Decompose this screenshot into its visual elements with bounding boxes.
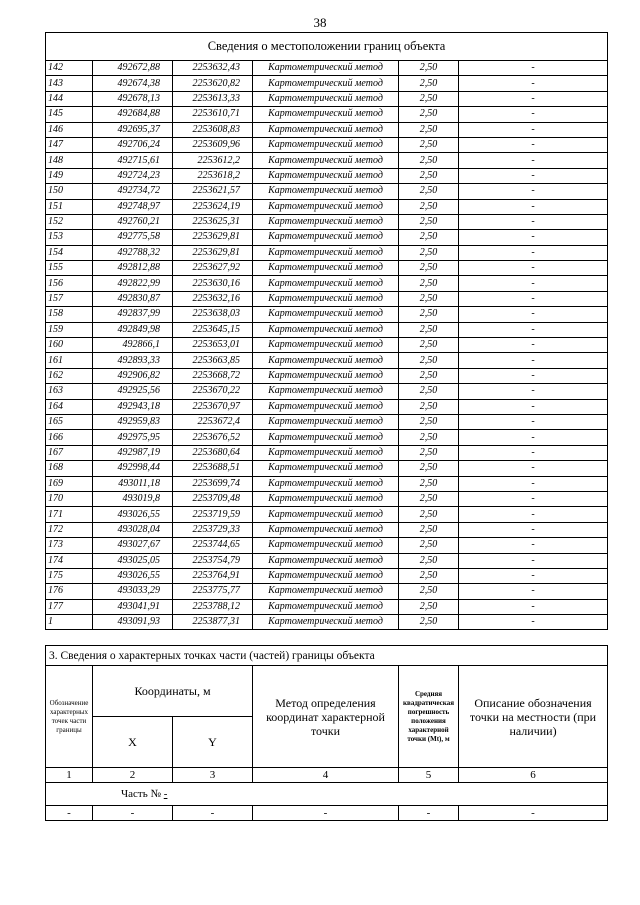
mean-error-cell: 2,50: [399, 61, 459, 76]
description-cell: -: [459, 107, 608, 122]
column-number: 1: [46, 768, 93, 783]
coord-x: 493033,29: [93, 584, 173, 599]
point-number: 163: [46, 384, 93, 399]
method-cell: Картометрический метод: [253, 445, 399, 460]
coord-y: 2253610,71: [173, 107, 253, 122]
coord-y: 2253645,15: [173, 322, 253, 337]
point-number: 142: [46, 61, 93, 76]
coord-x: 492724,23: [93, 168, 173, 183]
coord-y: 2253676,52: [173, 430, 253, 445]
method-cell: Картометрический метод: [253, 368, 399, 383]
description-cell: -: [459, 76, 608, 91]
coord-x: 492849,98: [93, 322, 173, 337]
description-cell: -: [459, 445, 608, 460]
description-cell: -: [459, 91, 608, 106]
description-cell: -: [459, 522, 608, 537]
table-row: [46, 61, 608, 76]
method-cell: Картометрический метод: [253, 476, 399, 491]
table-row: [46, 522, 608, 537]
empty-cell: -: [93, 806, 173, 821]
coord-y: 2253632,43: [173, 61, 253, 76]
point-number: 167: [46, 445, 93, 460]
coord-x: 492837,99: [93, 307, 173, 322]
table-row: [46, 153, 608, 168]
coord-x: 492998,44: [93, 461, 173, 476]
coord-y: 2253620,82: [173, 76, 253, 91]
coord-y: 2253613,33: [173, 91, 253, 106]
table-row: [46, 184, 608, 199]
mean-error-cell: 2,50: [399, 199, 459, 214]
column-number: 3: [173, 768, 253, 783]
mean-error-cell: 2,50: [399, 507, 459, 522]
table-row: [46, 584, 608, 599]
description-cell: -: [459, 291, 608, 306]
method-cell: Картометрический метод: [253, 107, 399, 122]
point-number: 146: [46, 122, 93, 137]
method-cell: Картометрический метод: [253, 307, 399, 322]
method-cell: Картометрический метод: [253, 414, 399, 429]
mean-error-cell: 2,50: [399, 476, 459, 491]
description-cell: -: [459, 168, 608, 183]
point-number: 177: [46, 599, 93, 614]
description-cell: -: [459, 430, 608, 445]
coord-y: 2253688,51: [173, 461, 253, 476]
table-row: [46, 76, 608, 91]
point-number: 149: [46, 168, 93, 183]
mean-error-cell: 2,50: [399, 107, 459, 122]
mean-error-cell: 2,50: [399, 522, 459, 537]
description-cell: -: [459, 568, 608, 583]
table-row: [46, 353, 608, 368]
mean-error-cell: 2,50: [399, 553, 459, 568]
coord-x: 493025,05: [93, 553, 173, 568]
table-row: [46, 507, 608, 522]
description-cell: -: [459, 261, 608, 276]
coord-y: 2253670,22: [173, 384, 253, 399]
coord-x: 492959,83: [93, 414, 173, 429]
table-row: [46, 107, 608, 122]
description-cell: -: [459, 384, 608, 399]
part-number-value: -: [163, 788, 168, 800]
coord-x: 493028,04: [93, 522, 173, 537]
point-number: 166: [46, 430, 93, 445]
coord-x: 493011,18: [93, 476, 173, 491]
mean-error-cell: 2,50: [399, 91, 459, 106]
column-number: 2: [93, 768, 173, 783]
part-number-row: [46, 783, 608, 806]
point-number: 156: [46, 276, 93, 291]
coord-x: 493026,55: [93, 568, 173, 583]
table-row: [46, 168, 608, 183]
mean-error-cell: 2,50: [399, 538, 459, 553]
header-point-designation: Обозначение характерных точек части границы: [46, 666, 93, 768]
description-cell: -: [459, 153, 608, 168]
coord-x: 493091,93: [93, 615, 173, 630]
coord-x: 493041,91: [93, 599, 173, 614]
description-cell: -: [459, 399, 608, 414]
coord-y: 2253744,65: [173, 538, 253, 553]
table-row: [46, 399, 608, 414]
coord-y: 2253877,31: [173, 615, 253, 630]
coord-y: 2253672,4: [173, 414, 253, 429]
table-row: [46, 414, 608, 429]
method-cell: Картометрический метод: [253, 137, 399, 152]
point-number: 144: [46, 91, 93, 106]
header-x: X: [93, 717, 173, 768]
description-cell: -: [459, 276, 608, 291]
table-row: [46, 384, 608, 399]
column-number: 5: [399, 768, 459, 783]
mean-error-cell: 2,50: [399, 214, 459, 229]
mean-error-cell: 2,50: [399, 122, 459, 137]
table-row: [46, 91, 608, 106]
mean-error-cell: 2,50: [399, 261, 459, 276]
mean-error-cell: 2,50: [399, 384, 459, 399]
point-number: 162: [46, 368, 93, 383]
header-coordinates: Координаты, м: [93, 666, 253, 717]
table-row: [46, 245, 608, 260]
table-row: [46, 461, 608, 476]
description-cell: -: [459, 584, 608, 599]
mean-error-cell: 2,50: [399, 338, 459, 353]
method-cell: Картометрический метод: [253, 61, 399, 76]
mean-error-cell: 2,50: [399, 153, 459, 168]
mean-error-cell: 2,50: [399, 322, 459, 337]
empty-cell: -: [459, 806, 608, 821]
point-number: 150: [46, 184, 93, 199]
coord-y: 2253618,2: [173, 168, 253, 183]
coord-x: 492760,21: [93, 214, 173, 229]
table-row: [46, 199, 608, 214]
method-cell: Картометрический метод: [253, 338, 399, 353]
mean-error-cell: 2,50: [399, 461, 459, 476]
description-cell: -: [459, 184, 608, 199]
table-row: [46, 322, 608, 337]
method-cell: Картометрический метод: [253, 430, 399, 445]
table-row: [46, 291, 608, 306]
coord-x: 492748,97: [93, 199, 173, 214]
coord-y: 2253629,81: [173, 230, 253, 245]
coord-x: 492674,38: [93, 76, 173, 91]
column-number: 6: [459, 768, 608, 783]
column-number: 4: [253, 768, 399, 783]
table-row: [46, 137, 608, 152]
method-cell: Картометрический метод: [253, 553, 399, 568]
coord-x: 493027,67: [93, 538, 173, 553]
method-cell: Картометрический метод: [253, 153, 399, 168]
method-cell: Картометрический метод: [253, 184, 399, 199]
description-cell: -: [459, 414, 608, 429]
point-number: 145: [46, 107, 93, 122]
coord-x: 492893,33: [93, 353, 173, 368]
coord-x: 492695,37: [93, 122, 173, 137]
method-cell: Картометрический метод: [253, 230, 399, 245]
mean-error-cell: 2,50: [399, 245, 459, 260]
coord-x: 493026,55: [93, 507, 173, 522]
coord-y: 2253775,77: [173, 584, 253, 599]
coord-y: 2253638,03: [173, 307, 253, 322]
coord-y: 2253630,16: [173, 276, 253, 291]
method-cell: Картометрический метод: [253, 353, 399, 368]
coord-y: 2253680,64: [173, 445, 253, 460]
coord-x: 492678,13: [93, 91, 173, 106]
coord-x: 492925,56: [93, 384, 173, 399]
table-row: [46, 491, 608, 506]
description-cell: -: [459, 199, 608, 214]
coord-y: 2253609,96: [173, 137, 253, 152]
coord-y: 2253653,01: [173, 338, 253, 353]
coord-y: 2253719,59: [173, 507, 253, 522]
point-number: 174: [46, 553, 93, 568]
method-cell: Картометрический метод: [253, 507, 399, 522]
method-cell: Картометрический метод: [253, 599, 399, 614]
method-cell: Картометрический метод: [253, 538, 399, 553]
table-row: [46, 568, 608, 583]
table-row: [46, 599, 608, 614]
method-cell: Картометрический метод: [253, 245, 399, 260]
method-cell: Картометрический метод: [253, 214, 399, 229]
method-cell: Картометрический метод: [253, 76, 399, 91]
method-cell: Картометрический метод: [253, 399, 399, 414]
description-cell: -: [459, 122, 608, 137]
mean-error-cell: 2,50: [399, 568, 459, 583]
header-mean-error: Средняя квадратическая погрешность положения характерной точки (Mt), м: [399, 666, 459, 768]
description-cell: -: [459, 553, 608, 568]
table-row: [46, 276, 608, 291]
method-cell: Картометрический метод: [253, 168, 399, 183]
coord-x: 492684,88: [93, 107, 173, 122]
coord-x: 492672,88: [93, 61, 173, 76]
header-description: Описание обозначения точки на местности (при наличии): [459, 666, 608, 768]
point-number: 1: [46, 615, 93, 630]
table-row: [46, 368, 608, 383]
coord-y: 2253632,16: [173, 291, 253, 306]
mean-error-cell: 2,50: [399, 276, 459, 291]
point-number: 147: [46, 137, 93, 152]
mean-error-cell: 2,50: [399, 491, 459, 506]
mean-error-cell: 2,50: [399, 168, 459, 183]
table-row: [46, 430, 608, 445]
coord-y: 2253627,92: [173, 261, 253, 276]
method-cell: Картометрический метод: [253, 568, 399, 583]
table-row: [46, 615, 608, 630]
description-cell: -: [459, 507, 608, 522]
description-cell: -: [459, 461, 608, 476]
method-cell: Картометрический метод: [253, 584, 399, 599]
point-number: 175: [46, 568, 93, 583]
coord-y: 2253663,85: [173, 353, 253, 368]
coord-x: 492866,1: [93, 338, 173, 353]
header-method: Метод определения координат характерной точки: [253, 666, 399, 768]
point-number: 159: [46, 322, 93, 337]
point-number: 170: [46, 491, 93, 506]
coord-y: 2253670,97: [173, 399, 253, 414]
coord-y: 2253612,2: [173, 153, 253, 168]
point-number: 151: [46, 199, 93, 214]
coord-x: 492788,32: [93, 245, 173, 260]
point-number: 164: [46, 399, 93, 414]
point-number: 173: [46, 538, 93, 553]
method-cell: Картометрический метод: [253, 291, 399, 306]
point-number: 152: [46, 214, 93, 229]
method-cell: Картометрический метод: [253, 491, 399, 506]
coord-y: 2253625,31: [173, 214, 253, 229]
method-cell: Картометрический метод: [253, 276, 399, 291]
table-row: [46, 122, 608, 137]
table-row: [46, 445, 608, 460]
method-cell: Картометрический метод: [253, 461, 399, 476]
point-number: 165: [46, 414, 93, 429]
part-points-table: [45, 645, 608, 821]
coord-x: 492775,58: [93, 230, 173, 245]
description-cell: -: [459, 491, 608, 506]
mean-error-cell: 2,50: [399, 615, 459, 630]
point-number: 171: [46, 507, 93, 522]
point-number: 158: [46, 307, 93, 322]
method-cell: Картометрический метод: [253, 261, 399, 276]
table-row: [46, 230, 608, 245]
empty-cell: -: [399, 806, 459, 821]
coord-y: 2253668,72: [173, 368, 253, 383]
empty-cell: -: [46, 806, 93, 821]
empty-cell: -: [173, 806, 253, 821]
table-row: [46, 214, 608, 229]
table-row: [46, 538, 608, 553]
description-cell: -: [459, 214, 608, 229]
coord-x: 492830,87: [93, 291, 173, 306]
mean-error-cell: 2,50: [399, 414, 459, 429]
table-row: [46, 338, 608, 353]
coord-x: 492715,61: [93, 153, 173, 168]
point-number: 155: [46, 261, 93, 276]
description-cell: -: [459, 538, 608, 553]
coordinates-section-title: Сведения о местоположении границ объекта: [46, 33, 608, 61]
table-row: [46, 307, 608, 322]
coord-x: 492906,82: [93, 368, 173, 383]
header-y: Y: [173, 717, 253, 768]
description-cell: -: [459, 322, 608, 337]
coord-x: 493019,8: [93, 491, 173, 506]
description-cell: -: [459, 476, 608, 491]
method-cell: Картометрический метод: [253, 384, 399, 399]
mean-error-cell: 2,50: [399, 230, 459, 245]
mean-error-cell: 2,50: [399, 599, 459, 614]
mean-error-cell: 2,50: [399, 184, 459, 199]
coord-y: 2253764,91: [173, 568, 253, 583]
point-number: 168: [46, 461, 93, 476]
mean-error-cell: 2,50: [399, 445, 459, 460]
mean-error-cell: 2,50: [399, 137, 459, 152]
mean-error-cell: 2,50: [399, 291, 459, 306]
method-cell: Картометрический метод: [253, 122, 399, 137]
point-number: 157: [46, 291, 93, 306]
description-cell: -: [459, 230, 608, 245]
coord-y: 2253624,19: [173, 199, 253, 214]
coord-y: 2253608,83: [173, 122, 253, 137]
mean-error-cell: 2,50: [399, 584, 459, 599]
coord-y: 2253709,48: [173, 491, 253, 506]
method-cell: Картометрический метод: [253, 322, 399, 337]
description-cell: -: [459, 615, 608, 630]
page-number: 38: [313, 15, 327, 30]
method-cell: Картометрический метод: [253, 91, 399, 106]
mean-error-cell: 2,50: [399, 368, 459, 383]
description-cell: -: [459, 368, 608, 383]
coord-y: 2253788,12: [173, 599, 253, 614]
coord-y: 2253629,81: [173, 245, 253, 260]
description-cell: -: [459, 245, 608, 260]
mean-error-cell: 2,50: [399, 399, 459, 414]
part-number-label: Часть №: [121, 788, 161, 800]
mean-error-cell: 2,50: [399, 76, 459, 91]
mean-error-cell: 2,50: [399, 353, 459, 368]
description-cell: -: [459, 61, 608, 76]
coord-x: 492812,88: [93, 261, 173, 276]
coord-x: 492943,18: [93, 399, 173, 414]
method-cell: Картометрический метод: [253, 199, 399, 214]
empty-cell: -: [253, 806, 399, 821]
point-number: 176: [46, 584, 93, 599]
point-number: 148: [46, 153, 93, 168]
table-row: [46, 553, 608, 568]
description-cell: -: [459, 338, 608, 353]
point-number: 169: [46, 476, 93, 491]
method-cell: Картометрический метод: [253, 615, 399, 630]
description-cell: -: [459, 599, 608, 614]
coord-y: 2253621,57: [173, 184, 253, 199]
description-cell: -: [459, 307, 608, 322]
description-cell: -: [459, 137, 608, 152]
coord-x: 492822,99: [93, 276, 173, 291]
table-row: [46, 261, 608, 276]
description-cell: -: [459, 353, 608, 368]
point-number: 160: [46, 338, 93, 353]
coord-x: 492987,19: [93, 445, 173, 460]
method-cell: Картометрический метод: [253, 522, 399, 537]
mean-error-cell: 2,50: [399, 307, 459, 322]
coord-y: 2253699,74: [173, 476, 253, 491]
coord-y: 2253729,33: [173, 522, 253, 537]
point-number: 153: [46, 230, 93, 245]
coordinates-table-body: [46, 61, 608, 630]
table-row: [46, 476, 608, 491]
coord-x: 492975,95: [93, 430, 173, 445]
point-number: 172: [46, 522, 93, 537]
part-section-title: 3. Сведения о характерных точках части (частей) границы объекта: [46, 646, 608, 666]
point-number: 154: [46, 245, 93, 260]
coord-x: 492734,72: [93, 184, 173, 199]
coordinates-table: [45, 32, 608, 630]
point-number: 161: [46, 353, 93, 368]
mean-error-cell: 2,50: [399, 430, 459, 445]
coord-y: 2253754,79: [173, 553, 253, 568]
coord-x: 492706,24: [93, 137, 173, 152]
point-number: 143: [46, 76, 93, 91]
